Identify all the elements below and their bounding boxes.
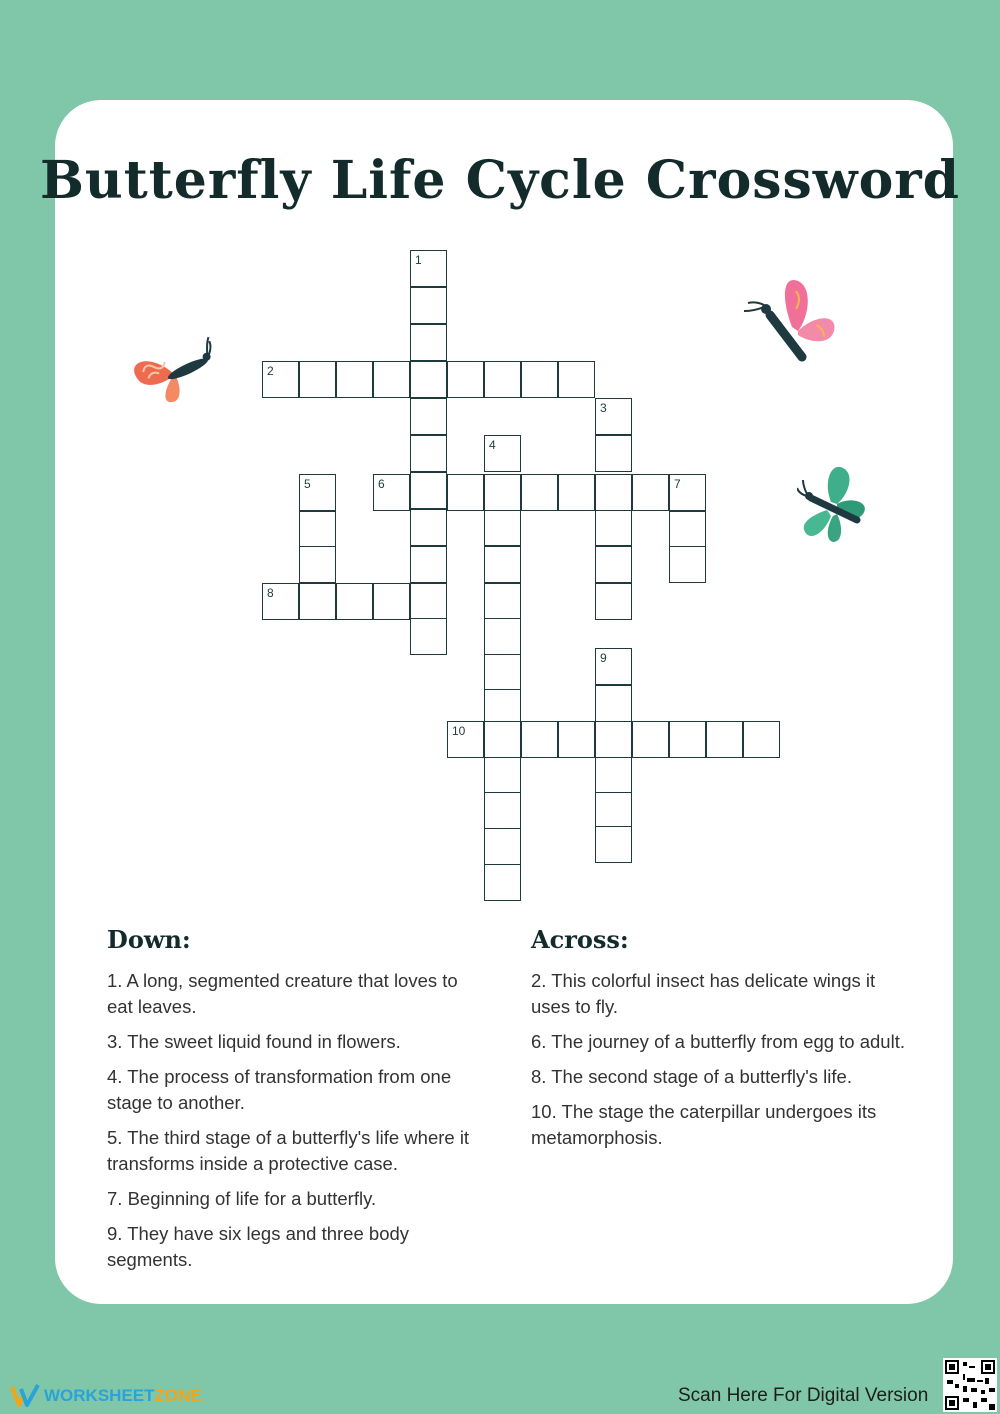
grid-cell[interactable] [373,361,410,398]
grid-cell[interactable] [595,757,632,794]
grid-cell[interactable] [484,546,521,583]
clue-number: 5 [304,477,311,491]
grid-cell[interactable] [299,474,336,511]
grid-cell[interactable] [410,250,447,287]
grid-cell[interactable] [595,826,632,863]
grid-cell[interactable] [484,757,521,794]
grid-cell[interactable] [410,361,447,398]
grid-cell[interactable] [299,511,336,548]
grid-cell[interactable] [669,474,706,511]
clue-item: 4. The process of transformation from one stage to another. [107,1066,452,1113]
grid-cell[interactable] [595,685,632,722]
clue-item: 5. The third stage of a butterfly's life where it transforms inside a protective case. [107,1127,470,1174]
grid-cell[interactable] [410,435,447,472]
grid-cell[interactable] [521,721,558,758]
grid-cell[interactable] [484,361,521,398]
page-title: Butterfly Life Cycle Crossword [39,150,961,211]
grid-cell[interactable] [410,509,447,546]
grid-cell[interactable] [484,474,521,511]
clue-number: 6 [378,477,385,491]
clue-number: 9 [600,651,607,665]
grid-cell[interactable] [336,361,373,398]
clue-item: 1. A long, segmented creature that loves to eat leaves. [107,970,458,1017]
grid-cell[interactable] [410,398,447,435]
grid-cell[interactable] [484,509,521,546]
clue-number: 7 [674,477,681,491]
across-clues [531,925,911,1160]
clue-item: 3. The sweet liquid found in flowers. [107,1031,401,1052]
grid-cell[interactable] [299,546,336,583]
clue-item: 7. Beginning of life for a butterfly. [107,1188,377,1209]
grid-cell[interactable] [484,435,521,472]
grid-cell[interactable] [632,721,669,758]
grid-cell[interactable] [669,511,706,548]
clue-number: 2 [267,364,274,378]
brand-name-part1: WORKSHEET [44,1386,155,1405]
down-clues [107,925,487,1282]
butterfly-icon [128,335,220,409]
grid-cell[interactable] [484,618,521,655]
grid-cell[interactable] [262,583,299,620]
qr-code-icon[interactable] [943,1358,997,1412]
grid-cell[interactable] [595,583,632,620]
grid-cell[interactable] [595,648,632,685]
grid-cell[interactable] [595,398,632,435]
grid-cell[interactable] [336,583,373,620]
grid-cell[interactable] [595,435,632,472]
clue-item: 10. The stage the caterpillar undergoes its metamorphosis. [531,1101,877,1148]
clue-number: 10 [452,724,466,738]
grid-cell[interactable] [484,721,521,758]
grid-cell[interactable] [632,474,669,511]
grid-cell[interactable] [484,828,521,865]
grid-cell[interactable] [410,287,447,324]
clue-number: 8 [267,586,274,600]
grid-cell[interactable] [558,721,595,758]
brand-name-part2: ZONE [154,1386,202,1405]
grid-cell[interactable] [595,792,632,829]
across-heading: Across: [531,925,629,954]
grid-cell[interactable] [521,474,558,511]
clue-item: 8. The second stage of a butterfly's life. [531,1066,852,1087]
grid-cell[interactable] [299,361,336,398]
scan-text: Scan Here For Digital Version [678,1385,929,1406]
logo-icon [10,1383,40,1409]
grid-cell[interactable] [558,361,595,398]
grid-cell[interactable] [410,472,447,509]
grid-cell[interactable] [373,474,410,511]
clue-number: 3 [600,401,607,415]
grid-cell[interactable] [484,792,521,829]
grid-cell[interactable] [373,583,410,620]
grid-cell[interactable] [410,583,447,620]
clue-number: 1 [415,253,422,267]
clue-item: 6. The journey of a butterfly from egg to adult. [531,1031,905,1052]
grid-cell[interactable] [262,361,299,398]
grid-cell[interactable] [669,721,706,758]
grid-cell[interactable] [521,361,558,398]
grid-cell[interactable] [410,324,447,361]
grid-cell[interactable] [484,864,521,901]
grid-cell[interactable] [669,546,706,583]
brand-logo [10,1383,202,1409]
down-heading: Down: [107,925,191,954]
grid-cell[interactable] [595,509,632,546]
grid-cell[interactable] [706,721,743,758]
grid-cell[interactable] [595,546,632,583]
grid-cell[interactable] [410,546,447,583]
grid-cell[interactable] [299,583,336,620]
grid-cell[interactable] [595,474,632,511]
grid-cell[interactable] [484,583,521,620]
grid-cell[interactable] [743,721,780,758]
grid-cell[interactable] [447,474,484,511]
clue-number: 4 [489,438,496,452]
clue-item: 2. This colorful insect has delicate wings it uses to fly. [531,970,876,1017]
clue-item: 9. They have six legs and three body segments. [107,1223,410,1270]
grid-cell[interactable] [447,721,484,758]
grid-cell[interactable] [484,654,521,691]
grid-cell[interactable] [595,721,632,758]
grid-cell[interactable] [447,361,484,398]
butterfly-icon [797,462,869,546]
grid-cell[interactable] [410,618,447,655]
grid-cell[interactable] [558,474,595,511]
butterfly-icon [740,275,840,371]
